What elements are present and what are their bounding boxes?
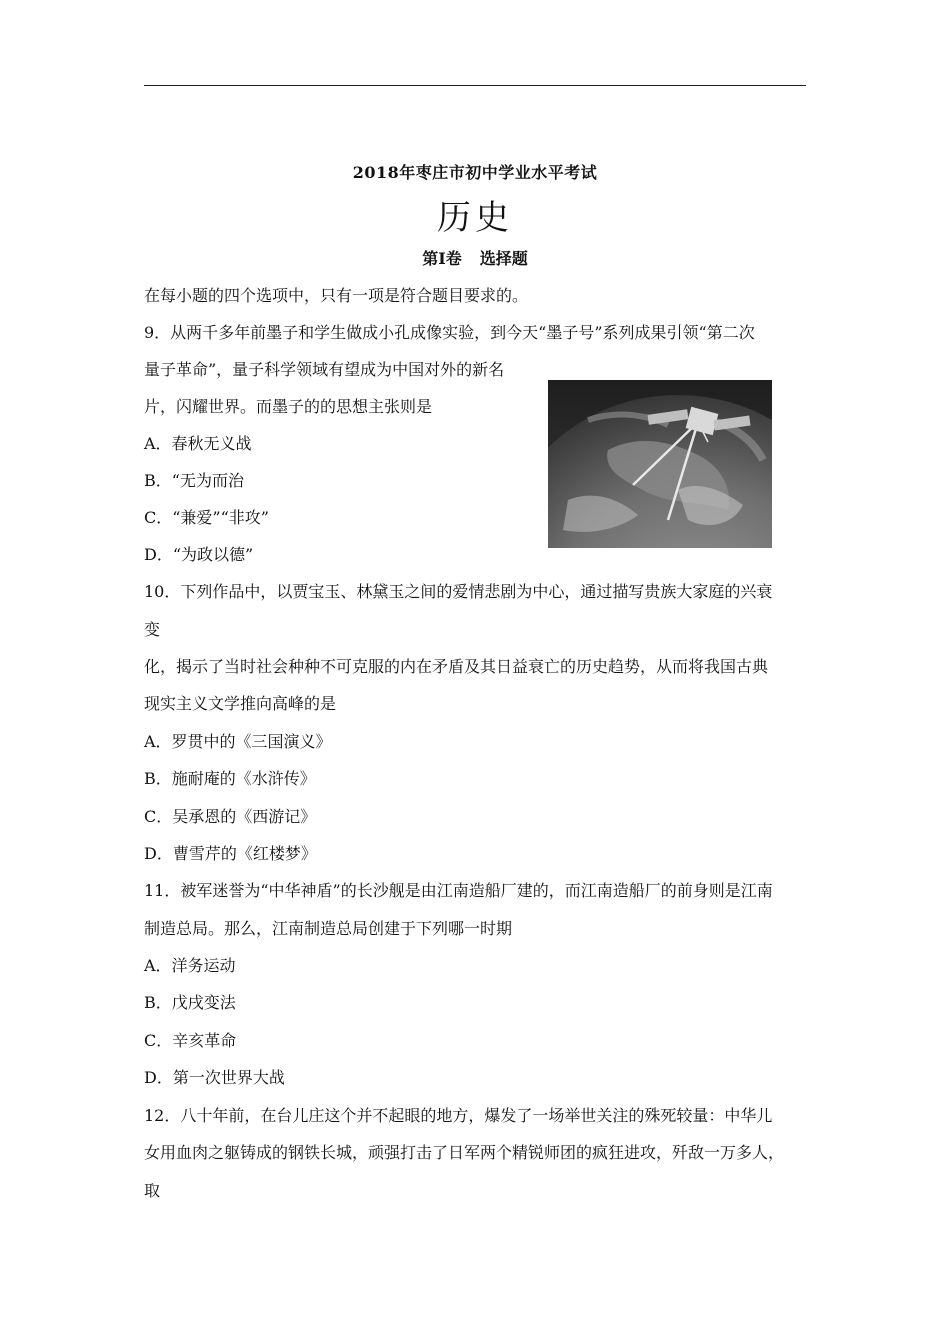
exam-title: 2018年枣庄市初中学业水平考试: [352, 163, 598, 182]
section-part: 第Ⅰ卷: [422, 249, 462, 268]
question-10-option-b: B．施耐庵的《水浒传》: [144, 769, 316, 788]
question-9-option-c: C．“兼爱”“非攻”: [144, 508, 269, 527]
question-10-option-c: C．吴承恩的《西游记》: [144, 807, 317, 826]
question-11-option-c: C．辛亥革命: [144, 1031, 237, 1050]
question-10-option-d: D．曹雪芹的《红楼梦》: [144, 844, 317, 863]
question-10-line-4: 现实主义文学推向高峰的是: [144, 694, 337, 713]
question-9-line-1: 9．从两千多年前墨子和学生做成小孔成像实验，到今天“墨子号”系列成果引领“第二次: [144, 323, 755, 342]
question-12-line-1: 12．八十年前，在台儿庄这个并不起眼的地方，爆发了一场举世关注的殊死较量：中华儿: [144, 1106, 773, 1125]
question-9-option-a: A．春秋无义战: [144, 434, 252, 453]
satellite-earth-photo: [548, 380, 772, 548]
subject-title: 历史: [437, 198, 513, 238]
question-9-line-2: 量子革命”，量子科学领域有望成为中国对外的新名: [144, 360, 505, 379]
question-12-line-3: 取: [144, 1181, 161, 1200]
header-rule: [144, 85, 806, 86]
question-9-option-d: D．“为政以德”: [144, 545, 254, 564]
question-11-option-a: A．洋务运动: [144, 956, 236, 975]
question-11-option-b: B．戊戌变法: [144, 993, 236, 1012]
question-10-line-2: 变: [144, 620, 161, 639]
question-10-line-1: 10．下列作品中，以贾宝玉、林黛玉之间的爱情悲剧为中心，通过描写贵族大家庭的兴衰: [144, 582, 773, 601]
instruction-text: 在每小题的四个选项中，只有一项是符合题目要求的。: [144, 286, 529, 305]
section-heading: [0, 246, 950, 269]
question-10-option-a: A．罗贯中的《三国演义》: [144, 732, 332, 751]
question-12-line-2: 女用血肉之躯铸成的钢铁长城，顽强打击了日军两个精锐师团的疯狂进攻，歼敌一万多人，: [144, 1143, 785, 1162]
question-10-line-3: 化，揭示了当时社会种种不可克服的内在矛盾及其日益衰亡的历史趋势，从而将我国古典: [144, 657, 769, 676]
section-name: 选择题: [479, 249, 528, 268]
question-11-option-d: D．第一次世界大战: [144, 1068, 285, 1087]
question-11-line-1: 11．被军迷誉为“中华神盾”的长沙舰是由江南造船厂建的，而江南造船厂的前身则是江南: [144, 881, 773, 900]
question-11-line-2: 制造总局。那么，江南制造总局创建于下列哪一时期: [144, 919, 513, 938]
question-9-line-3: 片，闪耀世界。而墨子的的思想主张则是: [144, 397, 433, 416]
question-9-option-b: B．“无为而治: [144, 471, 244, 490]
